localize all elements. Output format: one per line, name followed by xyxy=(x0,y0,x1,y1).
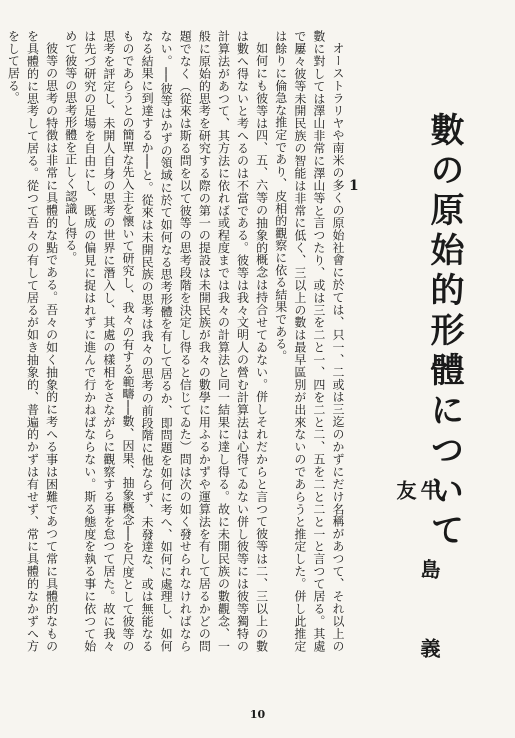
article-body xyxy=(6,30,347,652)
paragraph: オーストラリヤや南米の多くの原始社會に於ては、只一、二或は三迄のかずにだけ名稱があつて、それ以上の數に對しては澤山非常に澤山等と言つたり、或は三を二と一、四を二と二、五を二と二と一と言つて居る。其處で屢々彼等未開民族の智能は非常に低く、三以上の數は最早區別が出來ないのであらうと推定した。併し此推定は餘りに倫急な推定であり、皮相的觀察に依る結果である。 xyxy=(273,30,345,652)
paragraph: 如何にも彼等は四、五、六等の抽象的概念は持合せてゐない。併しそれだからと言つて彼等は二、三以上の數は數へ得ないと考へるのは不當である。彼等は我々文明人の營む計算法は心得てゐない併し彼等には彼等獨特の計算法があつて、其方法に依れば或程度までは我々の計算法と同一結果に達し得る。故に未開民族の數觀念、一般に原始的思考を研究する際の第一の提設は未開民族が我々の數學に用ふるかずや運算法を有して居るかどの問題でなく（從來は斯る問を以て彼等の思考段階を決定し得ると信じてゐた）問は次の如く發せられなければならない。──彼等はかずの領域に於て如何なる思考形體を有して居るか、即問題を如何に考へ、如何に處理し、如何なる結果に到達するか──と。從來は未開民族の思考は我々の思考の前段階に他ならず、未發達な、或は無能なるものであらうとの簡單な先入主を懷いて研究し、我々の有する範疇──數、因果、抽象概念──を尺度として彼等の思考を評定し、未開人自身の思考の世界に潛入し、其處の樣相をさながらに觀察する事を怠つて居た。故に我々は先づ研究の足場を自由にし、既成の偏見に捉はれずに進んで行かねばならない。斯る態度を執る事に依つて始めて彼等の思考形體を正しく認識し得る。 xyxy=(63,30,269,652)
paragraph: 彼等の思考の特徴は非常に具體的な點である。吾々の如く抽象的に考へる事は困難であつて常に具體的なものを具體的に思考して居る。從つて吾々の有して居るが如き抽象的、普遍的かずは有せず、常に具體的なかずへ方をして居る。 xyxy=(6,30,59,652)
article-title: 數の原始的形體について xyxy=(424,112,464,552)
page-number: 10 xyxy=(249,708,266,721)
section-number: 1 xyxy=(349,178,359,194)
author-name: 牛 島 義 友 xyxy=(393,480,441,684)
